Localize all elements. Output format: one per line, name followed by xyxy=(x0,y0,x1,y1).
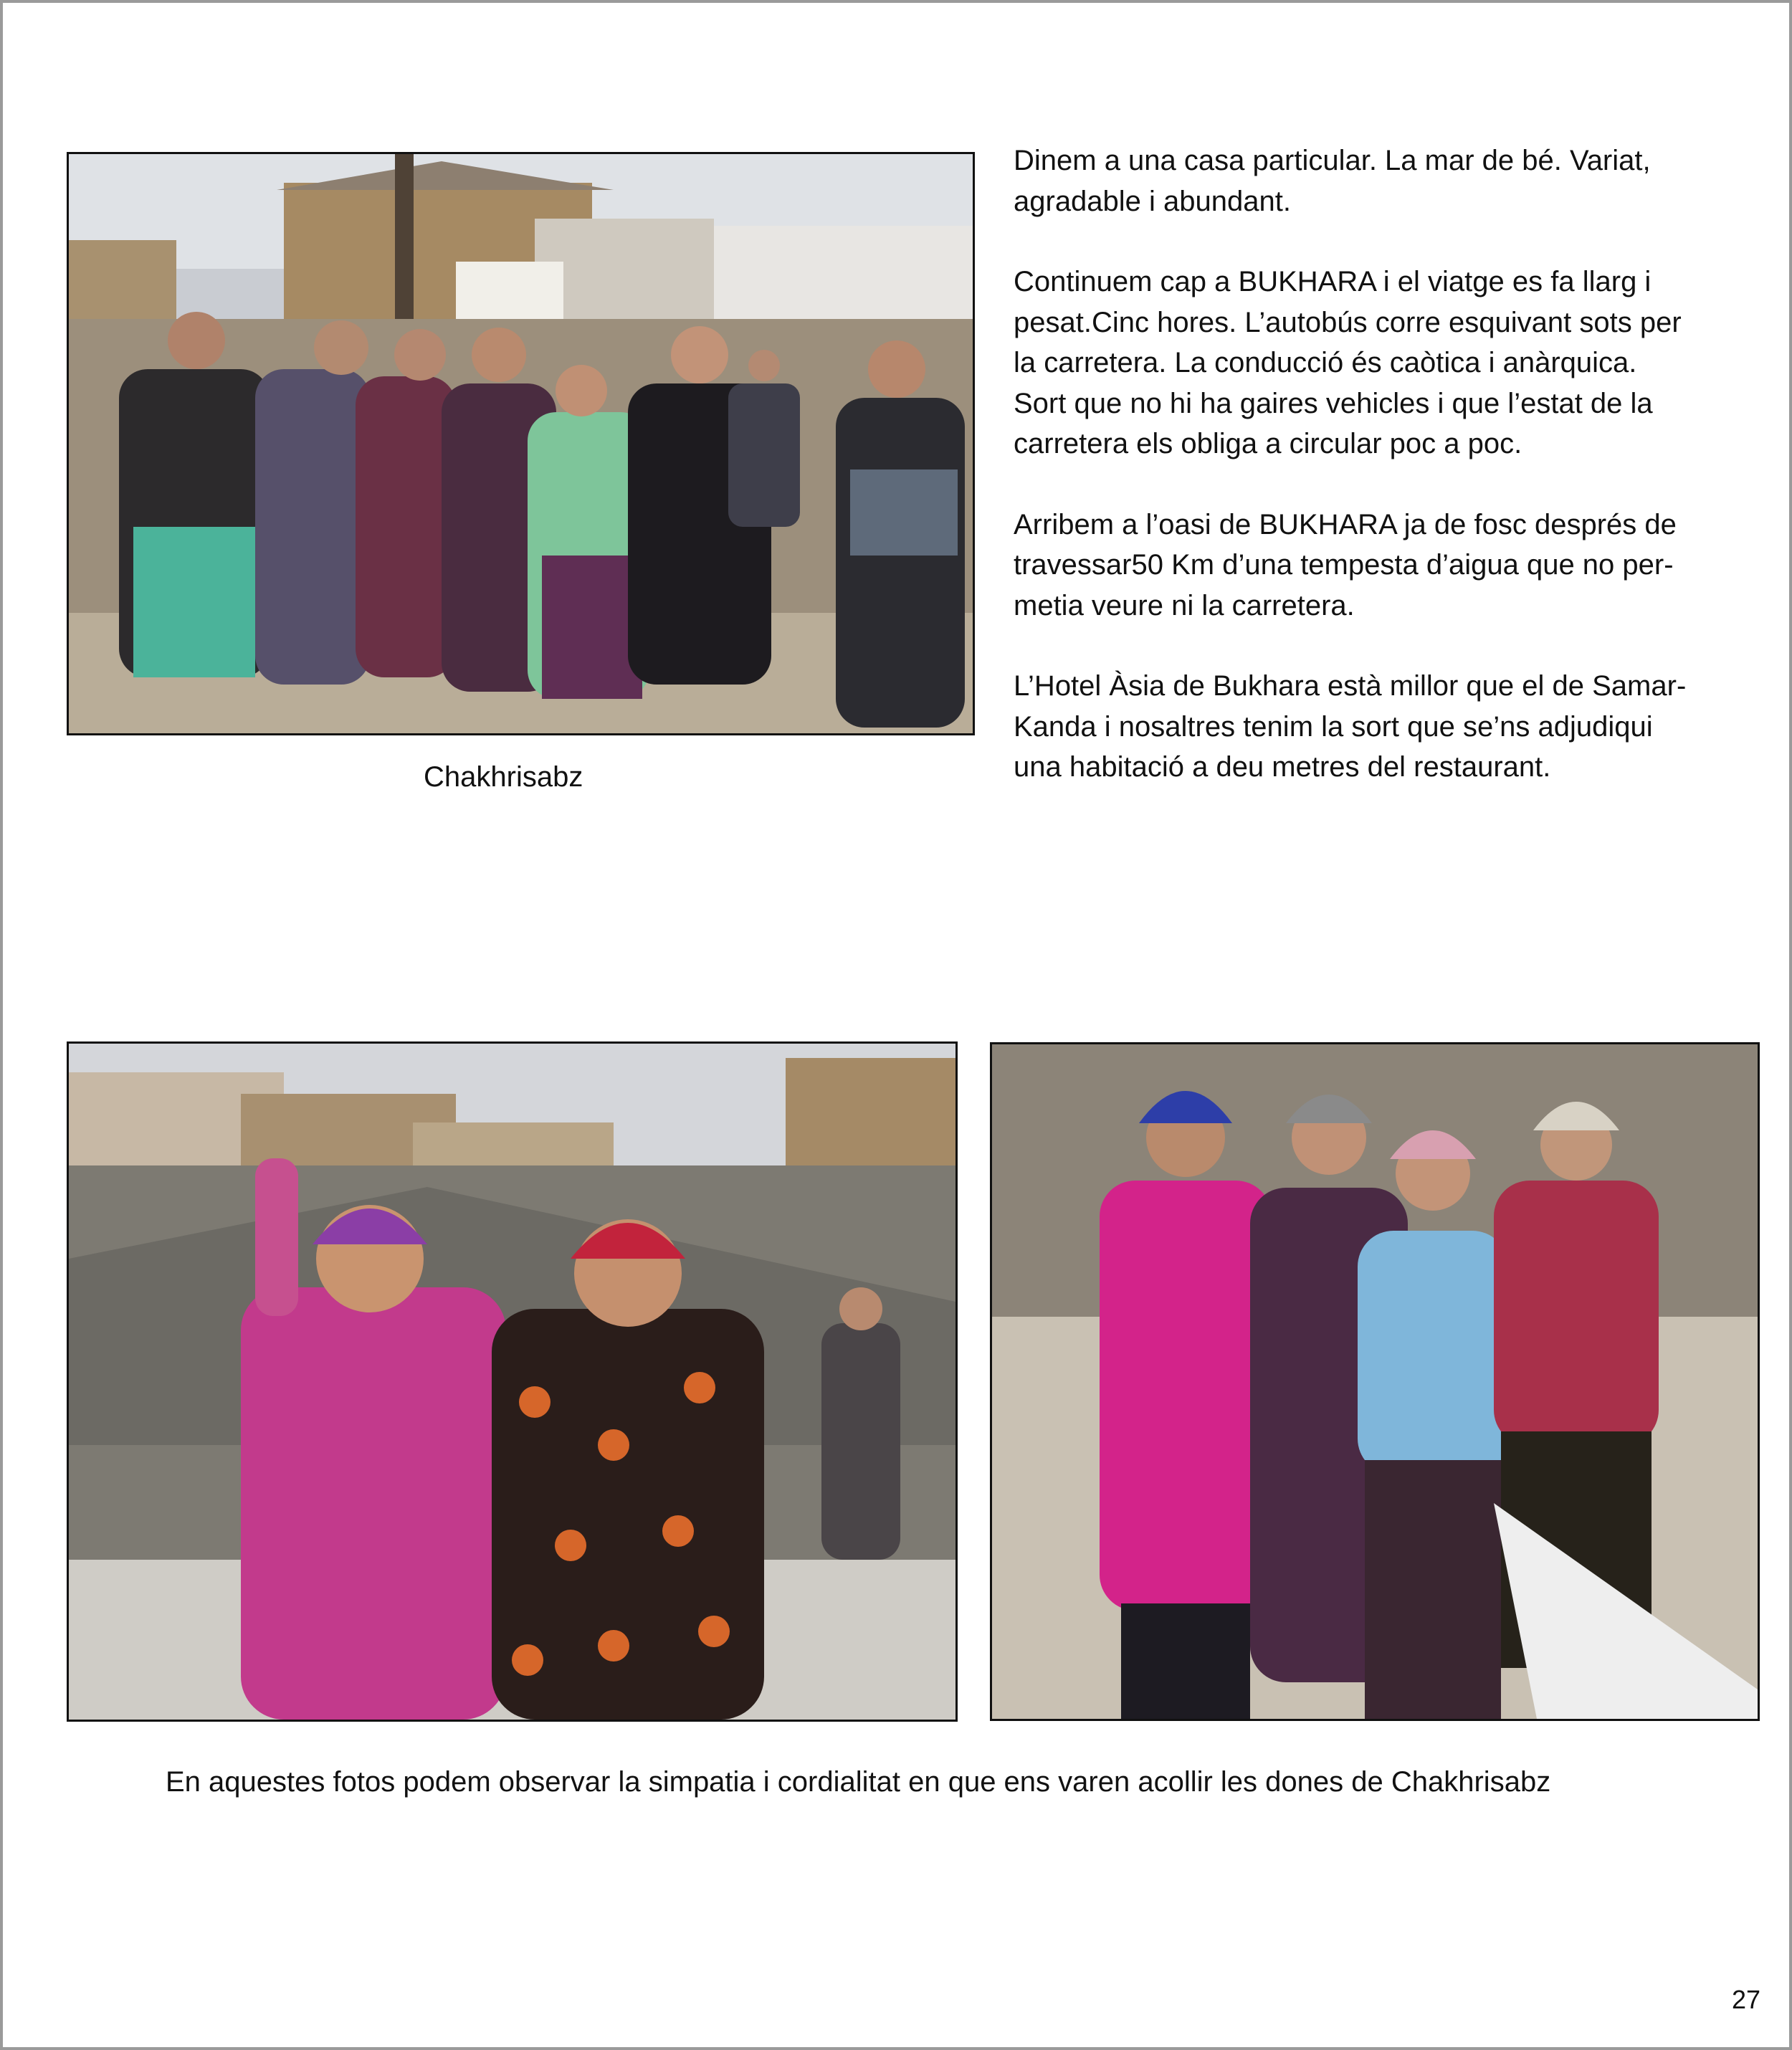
photo-two-women-waving xyxy=(67,1041,958,1722)
photo-two-women-waving-image xyxy=(69,1044,955,1720)
text-line: pesat.Cinc hores. L’autobús corre esquivant sots per xyxy=(1014,306,1682,338)
caption-top-photo: Chakhrisabz xyxy=(424,761,583,793)
text-line: travessar50 Km d’una tempesta d’aigua que no per- xyxy=(1014,549,1674,581)
text-line: L’Hotel Àsia de Bukhara està millor que el de Samar- xyxy=(1014,670,1687,702)
article-text xyxy=(1014,140,1745,828)
photo-four-women xyxy=(990,1042,1760,1721)
text-line: agradable i abundant. xyxy=(1014,185,1291,217)
paragraph-arrival xyxy=(1014,505,1745,626)
photo-women-group xyxy=(67,152,975,735)
text-line: Kanda i nosaltres tenim la sort que se’ns adjudiqui xyxy=(1014,710,1653,743)
paragraph-lunch xyxy=(1014,140,1745,221)
paragraph-journey xyxy=(1014,262,1745,464)
text-line: la carretera. La conducció és caòtica i anàrquica. xyxy=(1014,347,1637,378)
text-line: carretera els obliga a circular poc a poc. xyxy=(1014,428,1522,459)
paragraph-hotel xyxy=(1014,666,1745,788)
photo-four-women-image xyxy=(992,1044,1758,1719)
caption-bottom-photos: En aquestes fotos podem observar la simpatia i cordialitat en que ens varen acollir les dones de Chakhrisabz xyxy=(166,1766,1551,1798)
text-line: Dinem a una casa particular. La mar de bé. Variat, xyxy=(1014,145,1651,176)
page-number: 27 xyxy=(1731,1985,1760,2014)
text-line: Continuem cap a BUKHARA i el viatge es fa llarg i xyxy=(1014,266,1652,297)
text-line: metia veure ni la carretera. xyxy=(1014,589,1355,621)
text-line: una habitació a deu metres del restaurant. xyxy=(1014,751,1551,783)
text-line: Sort que no hi ha gaires vehicles i que l’estat de la xyxy=(1014,387,1653,419)
photo-women-group-image xyxy=(69,154,973,733)
text-line: Arribem a l’oasi de BUKHARA ja de fosc després de xyxy=(1014,508,1677,540)
